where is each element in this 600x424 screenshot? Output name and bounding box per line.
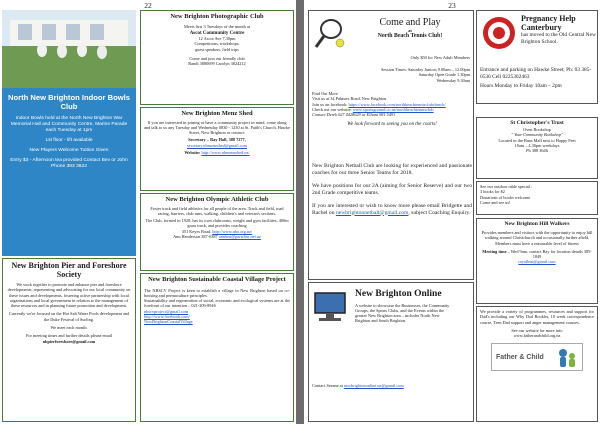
bowls-players: New Players Welcome Tuition Given bbox=[29, 147, 109, 153]
tennis-at: at bbox=[408, 28, 412, 33]
coastal-text: Sustainability and regeneration of social, economic and ecological systems are at the forefront of our intention – 021-209-8946 bbox=[144, 298, 290, 309]
walkers-email[interactable]: rayalleni@gmail.com bbox=[518, 259, 556, 265]
photo-club-venue: Ascot Community Centre bbox=[189, 30, 245, 36]
table-line: Come and see us! bbox=[480, 199, 511, 205]
olympic-contact: Ann Henderson 387-0387 bbox=[173, 233, 218, 239]
netball-contact: If you are interested or wish to know more please email Bridgette and Rachel on bbox=[312, 202, 472, 216]
trust-line: Oven Bookshop bbox=[523, 127, 551, 132]
bowls-access: 1st floor - lift available bbox=[45, 137, 93, 143]
bowls-photo-image bbox=[2, 10, 136, 88]
right-page bbox=[304, 0, 600, 424]
tennis-session: Saturday Open Grade 1.30pm bbox=[418, 72, 470, 78]
trust-line: Ph 388 3646 bbox=[526, 148, 548, 154]
father-child-logo-text: Father & Child bbox=[496, 353, 544, 361]
menz-website-label: Website: bbox=[184, 149, 201, 155]
computer-icon bbox=[313, 289, 351, 327]
page-number: 23 bbox=[448, 1, 456, 10]
page-number: 22 bbox=[144, 1, 152, 10]
pregnancy-logo-icon bbox=[481, 15, 517, 51]
pier-meet: We meet each month. bbox=[50, 325, 88, 331]
photo-club-box bbox=[140, 10, 294, 105]
walkers-meeting-info: – Wed 9am, contact Ray for location details 385-1849 bbox=[506, 248, 592, 260]
bowls-title: North New Brighton Indoor Bowls Club bbox=[8, 93, 130, 111]
coastal-title: New Brighton Sustainable Coastal Village Project bbox=[148, 276, 286, 283]
trust-line: Located in the Burn Mall next to Happy Feet bbox=[498, 137, 576, 143]
online-email[interactable]: newbrightononline.nz@gmail.com bbox=[343, 383, 404, 388]
tennis-facebook-label: Join us on facebook: bbox=[312, 101, 348, 107]
tennis-session: Wednesday 9.30am bbox=[436, 77, 470, 83]
menz-email[interactable]: secretary.nbmenzshed@gmail.com bbox=[187, 142, 247, 148]
olympic-email[interactable]: annhen@paradise.net.nz bbox=[218, 233, 261, 239]
online-box bbox=[308, 282, 474, 422]
photo-club-line: Competitions, workshops, bbox=[194, 41, 240, 47]
walkers-meeting-label: Meeting time bbox=[482, 248, 507, 254]
pregnancy-contact: Entrance and parking on Hawke Street, Ph: 03 385-0536 Cell 0225302463 bbox=[480, 67, 592, 80]
pier-focus: Currently we're focused on the Hot Salt Water Pools development and the Duke Festival of Surfing. bbox=[8, 311, 130, 322]
father-child-icon bbox=[556, 346, 578, 368]
photo-club-line: Come and join our friendly club bbox=[189, 55, 245, 61]
fathers-url[interactable]: www.fatherandchild.org.nz bbox=[513, 333, 561, 339]
trust-title: St Christopher's Trust bbox=[510, 120, 564, 126]
photo-club-line: guest speakers, field trips bbox=[195, 46, 239, 52]
tennis-website-label: Check out our website: bbox=[312, 106, 352, 112]
menz-title: New Brighton Menz Shed bbox=[181, 110, 253, 117]
photo-club-contacts: Randi 3880699 Carolyn 3824212 bbox=[188, 61, 246, 67]
hill-walkers-box bbox=[476, 218, 598, 304]
tennis-website-link[interactable]: www.sportsground.co.nz/northbeachtennisclub bbox=[352, 106, 434, 112]
pregnancy-help-box bbox=[476, 10, 598, 104]
netball-positions: We have positions for our 2A (aiming for Senior Reserve) and our two 2nd Grade competitive teams. bbox=[312, 182, 472, 196]
online-contact: Contact Seeane at bbox=[312, 383, 343, 388]
coastal-text: The NBSCV Project is keen to establish a village in New Brighton based on co-housing and permaculture principles. bbox=[144, 287, 290, 298]
pier-text: We work together to promote and enhance pier and foreshore developments, representing and advocating for our local community on these issues and developments, fostering active partnership with local organisations and local government in relation to the management of these resources and in planning future promotion and development. bbox=[7, 282, 131, 309]
coastal-email[interactable]: nbscvproject@gmail.com bbox=[144, 308, 189, 314]
menz-secretary: Secretary – Ray Hall, 388 7277, bbox=[188, 137, 246, 143]
tennis-netball-box bbox=[308, 10, 474, 280]
photo-club-line: Meets first 3 Tuesdays of the month at bbox=[183, 23, 250, 29]
tennis-facebook-link[interactable]: https://www.facebook.com/northbeachtennisclubchurch/ bbox=[348, 101, 446, 107]
olympic-link[interactable]: http://www.nbo.org.nz/ bbox=[212, 228, 253, 234]
bowls-info: Indoor Bowls held at the North New Brighton War Memorial Hall and Community Centre, Marine Parade each Tuesday at 1pm bbox=[10, 115, 128, 133]
tennis-contact: Contact Derek 027 4428629 or Elhani 981 5491 bbox=[312, 112, 396, 118]
pier-title: New Brighton Pier and Foreshore Society bbox=[11, 261, 127, 279]
pregnancy-hours: Hours Monday to Friday 10am – 2pm bbox=[480, 83, 562, 89]
left-page bbox=[0, 0, 296, 424]
online-text: A website to showcase the Businesses, the Community Groups, the Sports Clubs, and the Events within the greater New Brighton area – includes North New Brighton and South Brighton. bbox=[355, 302, 450, 324]
walkers-text: Provides members and visitors with the opportunity to enjoy hill walking around Christchurch and occasionally further afield. Members must have a reasonable level of fitness bbox=[481, 230, 593, 246]
netball-text: New Brighton Netball Club are looking for experienced and passionate coaches for our three Senior Teams for 2018. bbox=[312, 163, 472, 176]
bowls-entry: Entry $3 - Afternoon tea provided Contact Bev or John Phone 383 3622 bbox=[10, 157, 128, 169]
outdoor-table-box bbox=[476, 181, 598, 215]
tennis-club: North Beach Tennis Club! bbox=[377, 33, 443, 40]
tennis-price: Only $50 for New Adult Members bbox=[410, 55, 470, 60]
st-christophers-box bbox=[476, 117, 598, 179]
father-child-logo bbox=[491, 343, 583, 371]
tennis-closing: We look forward to seeing you on the courts! bbox=[347, 122, 437, 128]
pier-email[interactable]: nbpierforeshore@gmail.com bbox=[42, 338, 96, 344]
table-line: Donations of books welcome bbox=[480, 194, 531, 200]
walkers-title: New Brighton Hill Walkers bbox=[504, 221, 570, 227]
table-line: 3 books for $2 bbox=[480, 189, 505, 195]
photo-club-title: New Brighton Photographic Club bbox=[170, 13, 264, 20]
olympic-club-box bbox=[140, 193, 294, 271]
bowls-club-panel bbox=[2, 10, 136, 256]
tennis-findout: Find Out More bbox=[312, 91, 338, 96]
tennis-session: Session Times: Saturday Juniors 9.00am – 12.00pm bbox=[380, 67, 470, 72]
olympic-address: 351 Keyes Road. bbox=[181, 228, 212, 234]
fathers-text: We provide a variety of programmes, resources and support for Dad's including our Why Dad Booklet, 10 week correspondence course, Teen Dad support and anger management courses. bbox=[480, 309, 594, 325]
tennis-title: Come and Play bbox=[379, 17, 441, 28]
bowls-photo bbox=[2, 10, 136, 88]
photo-club-line: 12 Ascot Ave 7.30pm bbox=[198, 36, 236, 42]
table-line: See our outdoor table special : bbox=[480, 184, 533, 189]
fathers-more: See our website for more info bbox=[511, 327, 563, 333]
pregnancy-title: Pregnancy Help Canterbury bbox=[521, 14, 576, 32]
coastal-village-box bbox=[140, 273, 294, 422]
trust-line: " Your Community Bookshop" bbox=[511, 132, 563, 138]
menz-text: If you are interested in joining or have a community project in mind, come along and talk to us any Tuesday and Wednesday 0830 - 1230 at St. Faith's Church, Hawke Street, New Brighton or contact: bbox=[144, 119, 290, 136]
trust-line: 10am – 4.30pm weekdays bbox=[514, 142, 560, 148]
coastal-facebook[interactable]: http://www.facebook.com/ bbox=[144, 313, 190, 319]
netball-subject: , subject Coaching Enquiry. bbox=[408, 209, 471, 216]
tennis-address: Visit us at 34 Palmers Road, New Brighton bbox=[312, 96, 387, 102]
tennis-racket-icon bbox=[313, 17, 345, 49]
coastal-facebook[interactable]: NewBrightonCoastalVillage bbox=[144, 319, 193, 325]
menz-shed-box bbox=[140, 107, 294, 191]
menz-website-link[interactable]: http://www.nbmenzshed.nz/ bbox=[201, 149, 250, 155]
pregnancy-location: has moved to the Old Central New Brighton School. bbox=[521, 32, 596, 45]
netball-email[interactable]: newbrightonnetball@gmail.com bbox=[335, 209, 409, 216]
olympic-title: New Brighton Olympic Athletic Club bbox=[165, 196, 269, 203]
online-title: New Brighton Online bbox=[355, 289, 442, 299]
pier-details: For meeting times and further details please email bbox=[25, 333, 113, 339]
olympic-text: Foster track and field athletics for all people of the area. Track and field, road racing, harriers, club runs, walking, children's and veteran's sections. bbox=[150, 205, 284, 216]
olympic-club-info: The Club, formed in 1928, has its own clubrooms, weight and gym facilities, 400m grass track, and provides coaching bbox=[145, 218, 289, 229]
pier-society-box bbox=[2, 258, 136, 422]
father-child-box bbox=[476, 306, 598, 422]
